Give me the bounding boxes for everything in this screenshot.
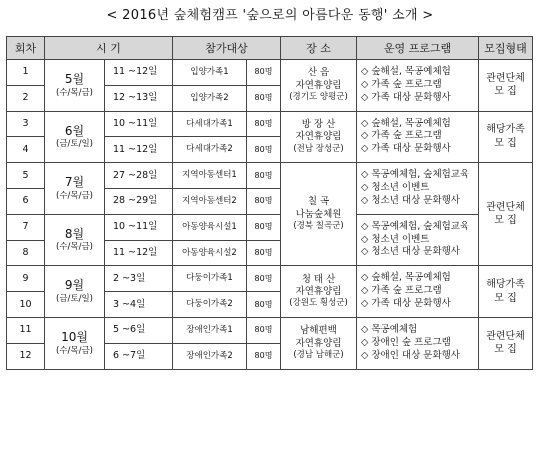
session-date: 27 ~28일 bbox=[105, 163, 173, 189]
session-date: 6 ~7일 bbox=[105, 343, 173, 369]
header-session: 회차 bbox=[7, 37, 45, 60]
session-target: 입양가족2 bbox=[173, 85, 247, 111]
table-header-row bbox=[7, 37, 533, 60]
session-date: 10 ~11일 bbox=[105, 111, 173, 137]
program-cell bbox=[357, 111, 479, 163]
session-count: 80명 bbox=[247, 292, 281, 318]
place-name: 칠 곡 bbox=[307, 196, 330, 208]
session-count: 80명 bbox=[247, 137, 281, 163]
month-label: 5월 bbox=[64, 71, 85, 86]
session-number: 3 bbox=[7, 111, 45, 137]
month-days: (수/목/금) bbox=[56, 190, 93, 201]
program-cell bbox=[357, 163, 479, 215]
place-type: 나눔숲체원 bbox=[295, 208, 342, 220]
month-days: (수/목/금) bbox=[56, 242, 93, 253]
program-item: ◇ 숲해설, 목공예체험 bbox=[361, 117, 451, 129]
session-count: 80명 bbox=[247, 188, 281, 214]
session-number: 10 bbox=[7, 292, 45, 318]
recruit-label: 관련단체 bbox=[486, 330, 525, 342]
place-region: (경북 칠곡군) bbox=[293, 221, 344, 232]
month-label: 9월 bbox=[64, 278, 85, 293]
program-item: ◇ 장애인 대상 문화행사 bbox=[361, 349, 460, 361]
table-row bbox=[7, 214, 533, 240]
header-recruit: 모집형태 bbox=[479, 37, 533, 60]
session-date: 10 ~11일 bbox=[105, 214, 173, 240]
session-count: 80명 bbox=[247, 111, 281, 137]
program-item: ◇ 목공예체험, 숲체험교육 bbox=[361, 169, 470, 181]
session-number: 8 bbox=[7, 240, 45, 266]
session-number: 1 bbox=[7, 60, 45, 86]
month-days: (금/토/일) bbox=[56, 139, 93, 150]
recruit-cell bbox=[479, 266, 533, 318]
program-item: ◇ 장애인 숲 프로그램 bbox=[361, 336, 451, 348]
session-count: 80명 bbox=[247, 60, 281, 86]
program-item: ◇ 청소년 이벤트 bbox=[361, 182, 430, 194]
session-number: 6 bbox=[7, 188, 45, 214]
place-name: 산 음 bbox=[307, 67, 330, 79]
program-item: ◇ 청소년 대상 문화행사 bbox=[361, 194, 460, 206]
month-label: 8월 bbox=[64, 226, 85, 241]
program-cell bbox=[357, 266, 479, 318]
program-item: ◇ 가족 대상 문화행사 bbox=[361, 91, 451, 103]
session-target: 장애인가족1 bbox=[173, 317, 247, 343]
session-date: 3 ~4일 bbox=[105, 292, 173, 318]
session-number: 9 bbox=[7, 266, 45, 292]
table-row bbox=[7, 266, 533, 292]
place-name: 남해편백 bbox=[300, 325, 337, 337]
recruit-label: 모 집 bbox=[494, 86, 517, 98]
month-days: (수/목/금) bbox=[56, 345, 93, 356]
session-number: 7 bbox=[7, 214, 45, 240]
recruit-cell bbox=[479, 60, 533, 112]
recruit-label: 모 집 bbox=[494, 215, 517, 227]
table-row bbox=[7, 317, 533, 343]
session-number: 4 bbox=[7, 137, 45, 163]
header-target: 참가대상 bbox=[173, 37, 281, 60]
camp-schedule-table bbox=[6, 36, 533, 370]
session-target: 다세대가족2 bbox=[173, 137, 247, 163]
session-count: 80명 bbox=[247, 85, 281, 111]
session-target: 장애인가족2 bbox=[173, 343, 247, 369]
session-number: 11 bbox=[7, 317, 45, 343]
program-cell bbox=[357, 60, 479, 112]
session-date: 11 ~12일 bbox=[105, 240, 173, 266]
place-cell bbox=[281, 317, 357, 369]
session-date: 12 ~13일 bbox=[105, 85, 173, 111]
session-count: 80명 bbox=[247, 343, 281, 369]
program-item: ◇ 가족 대상 문화행사 bbox=[361, 143, 451, 155]
month-cell bbox=[45, 214, 105, 266]
recruit-label: 관련단체 bbox=[486, 201, 525, 213]
recruit-label: 모 집 bbox=[494, 137, 517, 149]
session-date: 11 ~12일 bbox=[105, 60, 173, 86]
month-cell bbox=[45, 317, 105, 369]
session-date: 5 ~6일 bbox=[105, 317, 173, 343]
session-target: 아동양육시설2 bbox=[173, 240, 247, 266]
month-cell bbox=[45, 60, 105, 112]
month-cell bbox=[45, 163, 105, 215]
recruit-cell bbox=[479, 163, 533, 266]
month-days: (수/목/금) bbox=[56, 87, 93, 98]
month-label: 6월 bbox=[64, 123, 85, 138]
month-label: 10월 bbox=[61, 329, 88, 344]
month-days: (금/토/일) bbox=[56, 293, 93, 304]
header-place: 장 소 bbox=[281, 37, 357, 60]
place-cell bbox=[281, 60, 357, 112]
session-target: 다세대가족1 bbox=[173, 111, 247, 137]
table-row bbox=[7, 111, 533, 137]
place-type: 자연휴양림 bbox=[295, 286, 342, 298]
session-date: 28 ~29일 bbox=[105, 188, 173, 214]
recruit-label: 해당가족 bbox=[486, 124, 525, 136]
session-count: 80명 bbox=[247, 163, 281, 189]
session-date: 2 ~3일 bbox=[105, 266, 173, 292]
recruit-label: 해당가족 bbox=[486, 279, 525, 291]
program-cell bbox=[357, 214, 479, 266]
session-date: 11 ~12일 bbox=[105, 137, 173, 163]
session-target: 지역아동센터1 bbox=[173, 163, 247, 189]
program-item: ◇ 가족 숲 프로그램 bbox=[361, 285, 442, 297]
header-program: 운영 프로그램 bbox=[357, 37, 479, 60]
program-item: ◇ 목공예체험, 숲체험교육 bbox=[361, 220, 470, 232]
place-cell bbox=[281, 266, 357, 318]
place-type: 자연휴양림 bbox=[295, 337, 342, 349]
session-target: 입양가족1 bbox=[173, 60, 247, 86]
place-region: (경기도 양평군) bbox=[289, 92, 348, 103]
program-item: ◇ 가족 숲 프로그램 bbox=[361, 78, 442, 90]
place-name: 청 태 산 bbox=[301, 273, 336, 285]
session-target: 지역아동센터2 bbox=[173, 188, 247, 214]
document-title: < 2016년 숲체험캠프 '숲으로의 아름다운 동행' 소개 > bbox=[106, 8, 434, 23]
place-region: (강원도 횡성군) bbox=[289, 298, 348, 309]
session-count: 80명 bbox=[247, 240, 281, 266]
program-item: ◇ 가족 숲 프로그램 bbox=[361, 130, 442, 142]
table-row bbox=[7, 60, 533, 86]
place-name: 방 장 산 bbox=[301, 119, 336, 131]
program-item: ◇ 숲해설, 목공예체험 bbox=[361, 272, 451, 284]
session-number: 2 bbox=[7, 85, 45, 111]
recruit-label: 모 집 bbox=[494, 344, 517, 356]
program-item: ◇ 가족 대상 문화행사 bbox=[361, 298, 451, 310]
program-item: ◇ 목공예체험 bbox=[361, 324, 418, 336]
month-cell bbox=[45, 111, 105, 163]
session-count: 80명 bbox=[247, 214, 281, 240]
place-cell bbox=[281, 111, 357, 163]
recruit-label: 모 집 bbox=[494, 292, 517, 304]
recruit-cell bbox=[479, 111, 533, 163]
place-type: 자연휴양림 bbox=[295, 79, 342, 91]
session-count: 80명 bbox=[247, 317, 281, 343]
recruit-cell bbox=[479, 317, 533, 369]
place-type: 자연휴양림 bbox=[295, 131, 342, 143]
month-label: 7월 bbox=[64, 175, 85, 190]
session-number: 5 bbox=[7, 163, 45, 189]
program-item: ◇ 청소년 대상 문화행사 bbox=[361, 246, 460, 258]
program-item: ◇ 숲해설, 목공예체험 bbox=[361, 66, 451, 78]
program-item: ◇ 청소년 이벤트 bbox=[361, 233, 430, 245]
session-target: 다둥이가족2 bbox=[173, 292, 247, 318]
recruit-label: 관련단체 bbox=[486, 72, 525, 84]
header-period: 시 기 bbox=[45, 37, 173, 60]
month-cell bbox=[45, 266, 105, 318]
place-cell bbox=[281, 163, 357, 266]
session-number: 12 bbox=[7, 343, 45, 369]
program-cell bbox=[357, 317, 479, 369]
place-region: (경남 남해군) bbox=[293, 350, 344, 361]
session-target: 다둥이가족1 bbox=[173, 266, 247, 292]
table-row bbox=[7, 163, 533, 189]
session-target: 아동양육시설1 bbox=[173, 214, 247, 240]
session-count: 80명 bbox=[247, 266, 281, 292]
place-region: (전남 장성군) bbox=[293, 143, 344, 154]
